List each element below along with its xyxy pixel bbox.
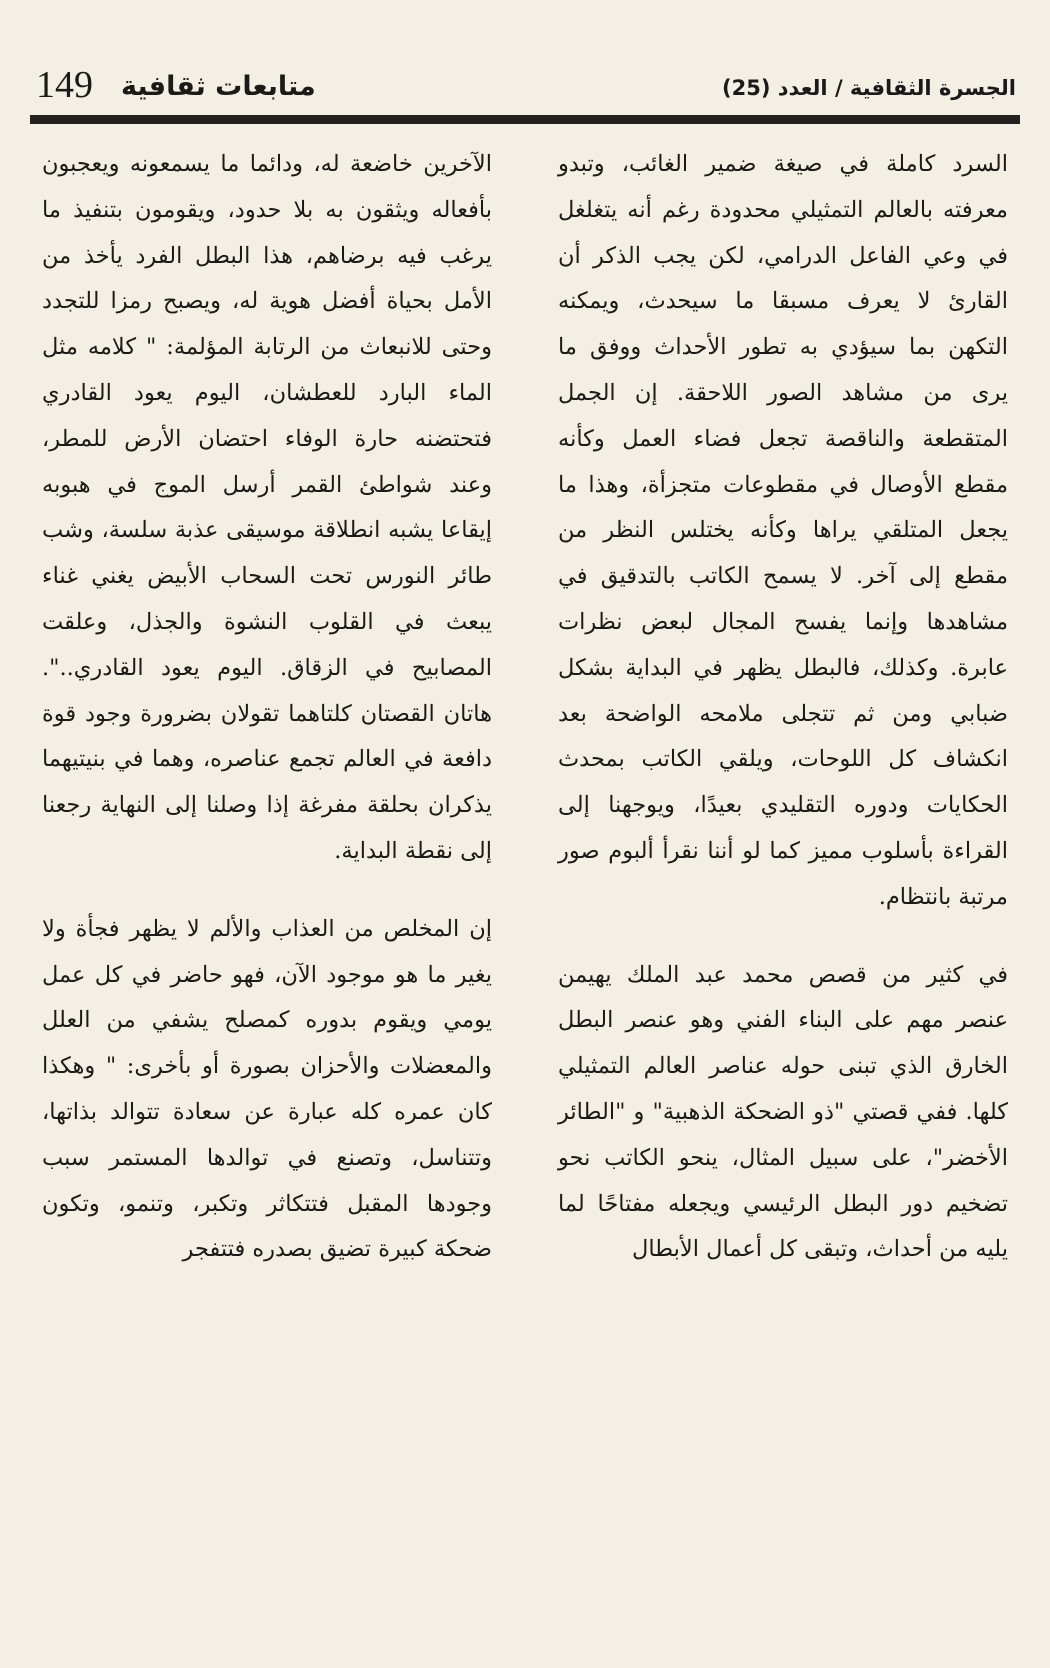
right-paragraph-1: السرد كاملة في صيغة ضمير الغائب، وتبدو معرفته بالعالم التمثيلي محدودة رغم أنه يتغلغل في وعي الفاعل الدرامي، لكن يجب الذكر أن القارئ لا يعرف مسبقا ما سيحدث، ويمكنه التكهن بما سيؤدي به تطور الأحداث ووفق ما يرى من مشاهد الصور اللاحقة. إن الجمل المتقطعة والناقصة تجعل فضاء العمل وكأنه مقطع الأوصال في مقطوعات متجزأة، وهذا ما يجعل المتلقي يراها وكأنه يختلس النظر من مقطع إلى آخر. لا يسمح الكاتب بالتدقيق في مشاهدها وإنما يفسح المجال لبعض نظرات عابرة. وكذلك، فالبطل يظهر في البداية بشكل ضبابي ومن ثم تتجلى ملامحه الواضحة بعد انكشاف كل اللوحات، ويلقي الكاتب بمحدث الحكايات ودوره التقليدي بعيدًا، ويوجهنا إلى القراءة بأسلوب مميز كما لو أننا نقرأ ألبوم صور مرتبة بانتظام. — [558, 151, 1008, 910]
section-title: متابعات ثقافية — [121, 71, 316, 102]
right-paragraph-2: في كثير من قصص محمد عبد الملك يهيمن عنصر مهم على البناء الفني وهو عنصر البطل الخارق الذي تبنى حوله عناصر العالم التمثيلي كلها. ففي قصتي "ذو الضحكة الذهبية" و "الطائر الأخضر"، على سبيل المثال، ينحو الكاتب نحو تضخيم دور البطل الرئيسي ويجعله مفتاحًا لما يليه من أحداث، وتبقى كل أعمال الأبطال — [558, 961, 1008, 1263]
issue-label: الجسرة الثقافية / العدد (25) — [722, 76, 1016, 100]
left-paragraph-1: الآخرين خاضعة له، ودائما ما يسمعونه ويعجبون بأفعاله ويثقون به بلا حدود، ويقومون بتنفيذ ما يرغب فيه برضاهم، هذا البطل الفرد يأخذ من الأمل بحياة أفضل هوية له، ويصبح رمزا للتجدد وحتى للانبعاث من الرتابة المؤلمة: " كلامه مثل الماء البارد للعطشان، اليوم يعود القادري فتحتضنه حارة الوفاء احتضان الأرض للمطر، وعند شواطئ القمر أرسل الموج في هبوبه إيقاعا يشبه انطلاقة موسيقى عذبة سلسة، وشب طائر النورس تحت السحاب الأبيض يغني غناء يبعث في القلوب النشوة والجذل، وعلقت المصابيح في الزقاق. اليوم يعود القادري..". هاتان القصتان كلتاهما تقولان بضرورة وجود قوة دافعة في العالم تجمع عناصره، وهما في بنيتيهما يذكران بحلقة مفرغة إذا وصلنا إلى النهاية رجعنا إلى نقطة البداية. — [42, 151, 492, 864]
right-column — [558, 142, 1008, 1273]
header-left-group — [36, 66, 316, 108]
left-paragraph-2: إن المخلص من العذاب والألم لا يظهر فجأة ولا يغير ما هو موجود الآن، فهو حاضر في كل عمل يومي ويقوم بدوره كمصلح يشفي من العلل والمعضلات والأحزان بصورة أو بأخرى: " وهكذا كان عمره كله عبارة عن سعادة تتوالد بذاتها، وتتناسل، وتصنع في توالدها المستمر سبب وجودها المقبل فتتكاثر وتكبر، وتنمو، وتكون ضحكة كبيرة تضيق بصدره فتتفجر — [42, 915, 492, 1263]
page-number: 149 — [36, 64, 93, 106]
running-header — [36, 58, 1016, 108]
header-rule — [30, 115, 1020, 124]
left-column — [42, 142, 492, 1273]
